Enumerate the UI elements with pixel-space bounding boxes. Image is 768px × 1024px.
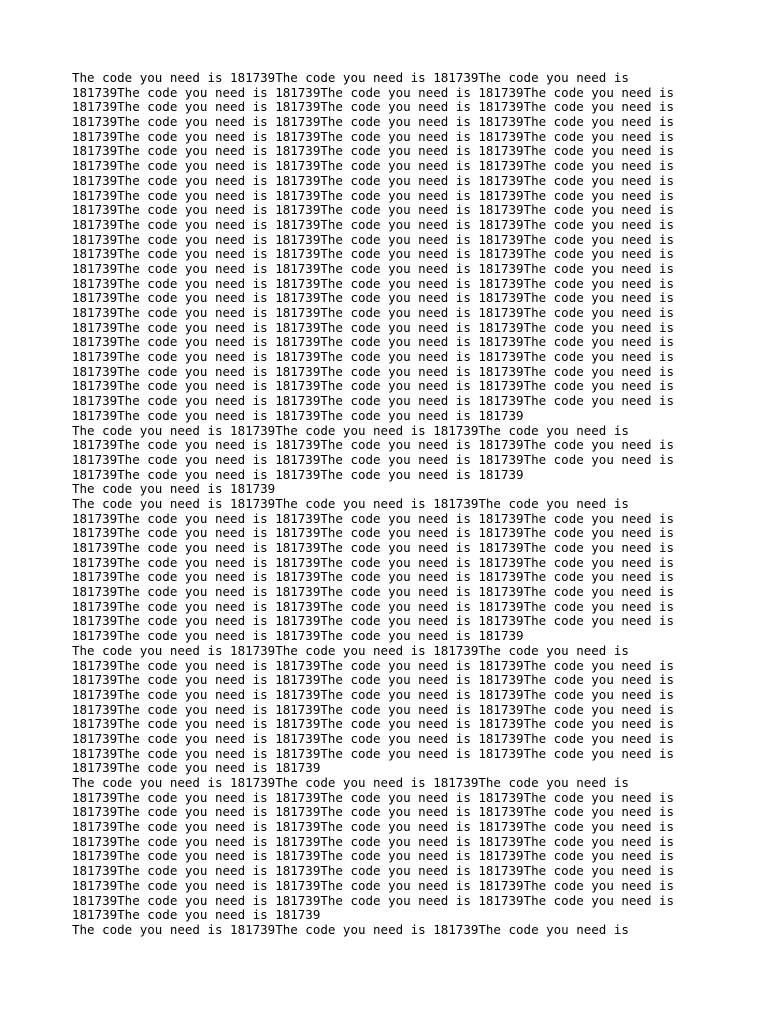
text-line: 181739The code you need is 181739The code you need is 181739The code you need is (72, 202, 675, 218)
text-block (72, 497, 752, 644)
text-line: 181739The code you need is 181739The code you need is 181739The code you need is (72, 128, 675, 144)
text-line: 181739The code you need is 181739The code you need is 181739The code you need is (72, 143, 675, 159)
text-line: 181739The code you need is 181739The code you need is 181739The code you need is (72, 451, 675, 467)
text-line: 181739The code you need is 181739The code you need is 181739The code you need is (72, 892, 675, 908)
text-line: 181739The code you need is 181739The code you need is 181739The code you need is (72, 745, 675, 761)
text-line: The code you need is 181739The code you need is 181739The code you need is (72, 642, 629, 658)
text-block (72, 776, 752, 923)
document-body (72, 71, 752, 938)
text-line: 181739The code you need is 181739The code you need is 181739The code you need is (72, 540, 675, 555)
text-block (72, 71, 752, 424)
text-line: 181739The code you need is 181739The code you need is 181739 (72, 407, 524, 423)
text-line: 181739The code you need is 181739The code you need is 181739The code you need is (72, 99, 675, 115)
text-line: 181739The code you need is 181739The code you need is 181739The code you need is (72, 172, 675, 188)
text-line: 181739The code you need is 181739The code you need is 181739 (72, 628, 524, 644)
text-line: 181739The code you need is 181739The code you need is 181739The code you need is (72, 84, 675, 100)
text-line: 181739The code you need is 181739The code you need is 181739The code you need is (72, 363, 675, 379)
text-line: 181739The code you need is 181739The code you need is 181739The code you need is (72, 804, 675, 820)
text-line: 181739The code you need is 181739The code you need is 181739The code you need is (72, 819, 675, 835)
text-line: 181739The code you need is 181739The code you need is 181739The code you need is (72, 584, 675, 600)
text-line: 181739The code you need is 181739The code you need is 181739The code you need is (72, 877, 675, 893)
text-block (72, 482, 752, 497)
text-line: 181739The code you need is 181739The code you need is 181739The code you need is (72, 246, 675, 262)
text-line: 181739The code you need is 181739The code you need is 181739The code you need is (72, 863, 675, 879)
text-line: 181739The code you need is 181739The code you need is 181739The code you need is (72, 187, 675, 203)
text-block (72, 644, 752, 776)
text-line: 181739The code you need is 181739The code you need is 181739The code you need is (72, 554, 675, 570)
text-line: 181739The code you need is 181739The code you need is 181739The code you need is (72, 393, 675, 409)
text-line: 181739The code you need is 181739The code you need is 181739The code you need is (72, 319, 675, 335)
text-line: 181739The code you need is 181739The code you need is 181739The code you need is (72, 569, 675, 585)
text-line: The code you need is 181739The code you need is 181739The code you need is (72, 775, 629, 790)
text-line: 181739The code you need is 181739The code you need is 181739The code you need is (72, 789, 675, 805)
text-line: 181739The code you need is 181739The code you need is 181739The code you need is (72, 833, 675, 849)
text-line: The code you need is 181739The code you need is 181739The code you need is (72, 921, 629, 937)
text-line: 181739The code you need is 181739The code you need is 181739The code you need is (72, 260, 675, 276)
text-line: The code you need is 181739The code you need is 181739The code you need is (72, 70, 629, 85)
text-line: The code you need is 181739The code you need is 181739The code you need is (72, 495, 629, 511)
text-line: 181739The code you need is 181739The code you need is 181739The code you need is (72, 510, 675, 526)
text-line: The code you need is 181739 (72, 481, 276, 497)
text-line: 181739The code you need is 181739 (72, 907, 321, 923)
text-line: 181739The code you need is 181739The code you need is 181739The code you need is (72, 598, 675, 614)
text-block (72, 923, 752, 938)
text-line: 181739The code you need is 181739The code you need is 181739The code you need is (72, 848, 675, 864)
text-line: 181739The code you need is 181739The code you need is 181739The code you need is (72, 686, 675, 702)
text-line: 181739The code you need is 181739The code you need is 181739The code you need is (72, 378, 675, 394)
text-block (72, 424, 752, 483)
text-line: 181739The code you need is 181739The code you need is 181739The code you need is (72, 290, 675, 306)
text-line: 181739The code you need is 181739The code you need is 181739The code you need is (72, 730, 675, 746)
text-line: 181739The code you need is 181739The code you need is 181739The code you need is (72, 216, 675, 232)
text-line: 181739The code you need is 181739The code you need is 181739The code you need is (72, 613, 675, 629)
text-line: 181739The code you need is 181739The code you need is 181739The code you need is (72, 701, 675, 717)
text-line: 181739The code you need is 181739The code you need is 181739The code you need is (72, 275, 675, 291)
text-line: 181739The code you need is 181739The code you need is 181739The code you need is (72, 158, 675, 174)
text-line: 181739The code you need is 181739The code you need is 181739The code you need is (72, 525, 675, 541)
text-line: 181739The code you need is 181739The code you need is 181739The code you need is (72, 672, 675, 688)
text-line: 181739The code you need is 181739The code you need is 181739The code you need is (72, 716, 675, 732)
text-line: The code you need is 181739The code you need is 181739The code you need is (72, 422, 629, 438)
text-line: 181739The code you need is 181739The code you need is 181739The code you need is (72, 231, 675, 247)
text-line: 181739The code you need is 181739The code you need is 181739The code you need is (72, 657, 675, 673)
text-line: 181739The code you need is 181739The code you need is 181739The code you need is (72, 437, 675, 453)
text-line: 181739The code you need is 181739The code you need is 181739The code you need is (72, 334, 675, 350)
text-line: 181739The code you need is 181739The code you need is 181739The code you need is (72, 349, 675, 365)
text-line: 181739The code you need is 181739The code you need is 181739The code you need is (72, 114, 675, 130)
text-line: 181739The code you need is 181739The code you need is 181739The code you need is (72, 305, 675, 320)
text-line: 181739The code you need is 181739The code you need is 181739 (72, 466, 524, 482)
text-line: 181739The code you need is 181739 (72, 760, 321, 776)
